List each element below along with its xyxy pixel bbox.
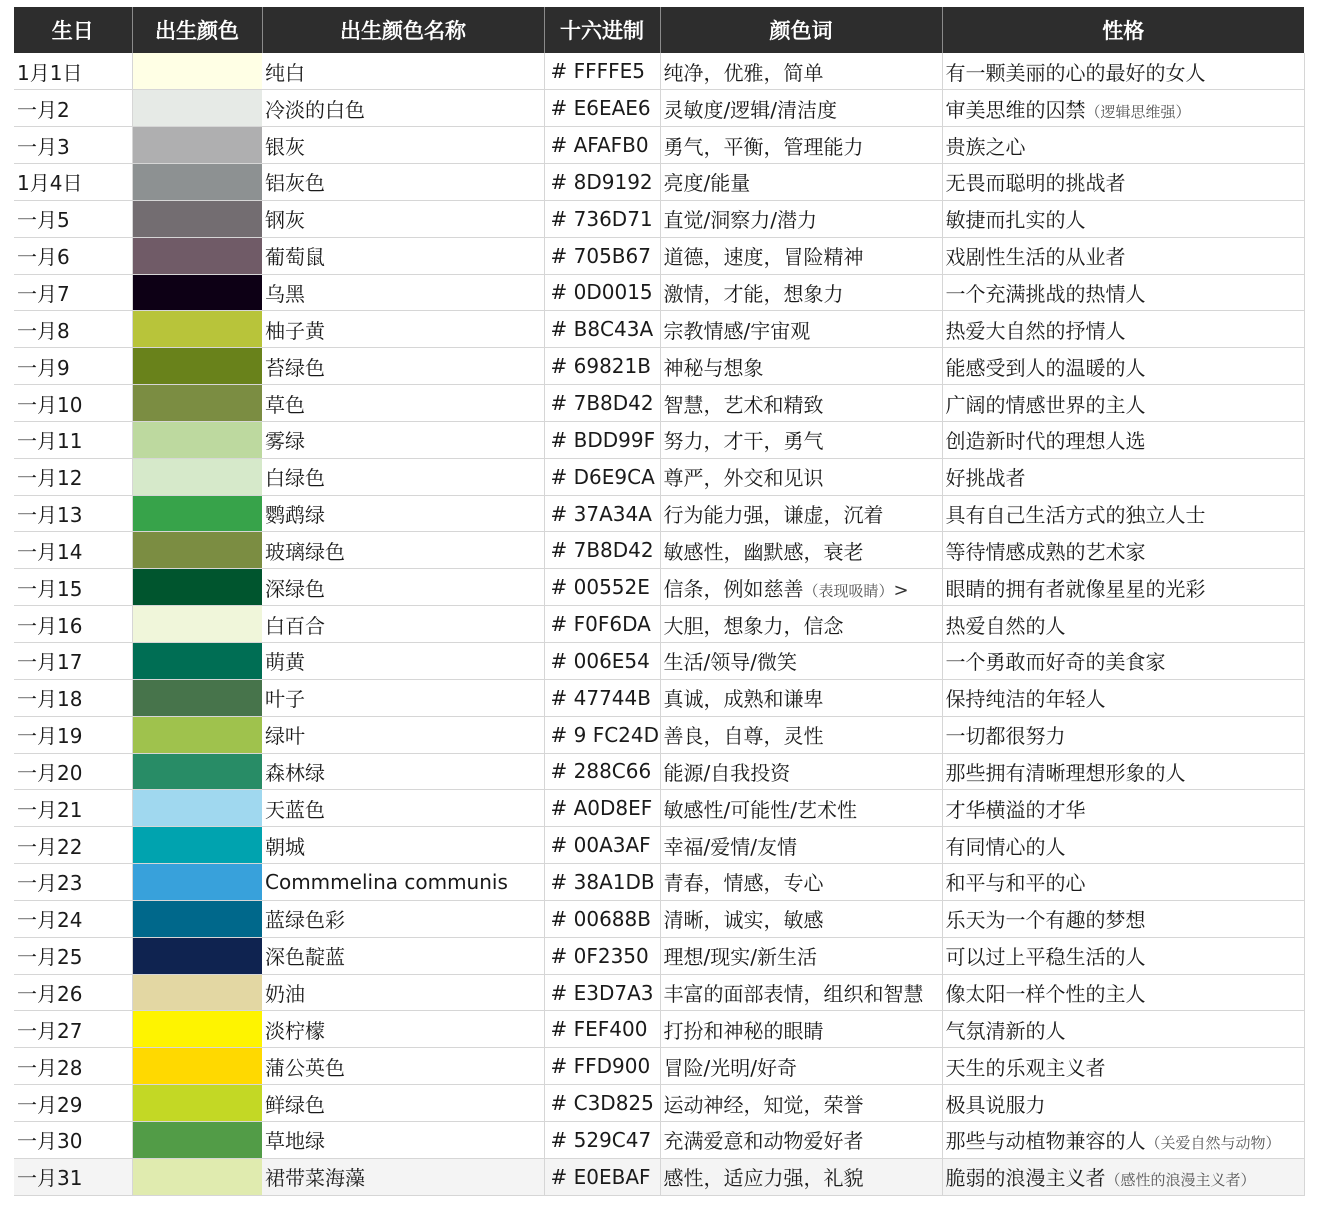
color-words-cell [660,237,942,274]
personality-cell [942,937,1304,974]
personality-cell [942,237,1304,274]
hex-code-cell: # 7B8D42 [544,532,660,569]
personality-text: 那些拥有清晰理想形象的人 [945,760,1186,785]
hex-code-cell: # 00688B [544,900,660,937]
color-name-cell: 天蓝色 [262,790,544,827]
color-words-cell [660,753,942,790]
personality-text: 极具说服力 [945,1092,1046,1117]
personality-text: 审美思维的囚禁 [945,97,1086,122]
color-words-cell [660,385,942,422]
color-swatch [132,421,262,458]
color-name-cell: 白绿色 [262,458,544,495]
color-words-text: 纯净，优雅，简单 [663,60,824,85]
personality-text: 和平与和平的心 [945,871,1086,896]
birthday-cell: 一月10 [14,385,132,422]
personality-text: 无畏而聪明的挑战者 [945,171,1126,196]
color-words-text: 亮度/能量 [663,171,751,196]
personality-cell [942,1048,1304,1085]
personality-cell [942,569,1304,606]
color-words-cell [660,90,942,127]
color-words-text: 信条，例如慈善 [663,576,804,601]
color-words-text: 感性，适应力强，礼貌 [663,1166,864,1191]
color-words-cell [660,127,942,164]
personality-cell [942,643,1304,680]
color-name-cell: 叶子 [262,679,544,716]
color-words-text: 打扮和神秘的眼睛 [663,1018,824,1043]
color-name-cell: 草色 [262,385,544,422]
birth-color-table [14,7,1305,1196]
birthday-cell: 一月31 [14,1158,132,1195]
table-body [14,53,1304,1195]
table-row [14,716,1304,753]
hex-code-cell: # 288C66 [544,753,660,790]
color-words-cell [660,1158,942,1195]
table-row [14,311,1304,348]
table-row [14,900,1304,937]
color-name-cell: 蓝绿色彩 [262,900,544,937]
color-swatch [132,1085,262,1122]
color-swatch [132,127,262,164]
personality-text: 气氛清新的人 [945,1018,1066,1043]
table-header-row [14,7,1304,53]
color-words-text: 能源/自我投资 [663,760,791,785]
color-swatch [132,164,262,201]
personality-cell [942,679,1304,716]
color-name-cell: 草地绿 [262,1121,544,1158]
personality-text: 天生的乐观主义者 [945,1055,1106,1080]
color-words-cell [660,716,942,753]
color-words-text: 生活/领导/微笑 [663,650,797,675]
color-words-text: 道德，速度，冒险精神 [663,245,864,270]
color-name-cell: 奶油 [262,974,544,1011]
personality-cell [942,274,1304,311]
color-words-text: 清晰，诚实，敏感 [663,908,824,933]
hex-code-cell: # 8D9192 [544,164,660,201]
table-row [14,90,1304,127]
table-row [14,790,1304,827]
color-swatch [132,937,262,974]
personality-cell [942,606,1304,643]
color-name-cell: 钢灰 [262,200,544,237]
personality-cell [942,495,1304,532]
color-swatch [132,1048,262,1085]
color-name-cell: 森林绿 [262,753,544,790]
personality-cell [942,790,1304,827]
personality-cell [942,127,1304,164]
hex-code-cell: # BDD99F [544,421,660,458]
color-name-cell: 纯白 [262,53,544,90]
color-name-cell: 淡柠檬 [262,1011,544,1048]
color-name-cell: 鹦鹉绿 [262,495,544,532]
hex-code-cell: # 69821B [544,348,660,385]
personality-cell [942,421,1304,458]
personality-cell [942,1085,1304,1122]
table-row [14,1121,1304,1158]
personality-cell [942,1121,1304,1158]
birthday-cell: 一月16 [14,606,132,643]
hex-code-cell: # FEF400 [544,1011,660,1048]
color-swatch [132,1011,262,1048]
color-name-cell: 冷淡的白色 [262,90,544,127]
birthday-cell: 一月27 [14,1011,132,1048]
table-row [14,937,1304,974]
header-birth-color: 出生颜色 [132,7,262,53]
color-swatch [132,569,262,606]
color-words-text: 行为能力强，谦虚，沉着 [663,503,884,528]
personality-text: 脆弱的浪漫主义者 [945,1166,1106,1191]
color-swatch [132,679,262,716]
color-words-text: 充满爱意和动物爱好者 [663,1129,864,1154]
color-words-text: 真诚，成熟和谦卑 [663,687,824,712]
table-row [14,53,1304,90]
personality-text: 等待情感成熟的艺术家 [945,539,1146,564]
color-name-cell: 蒲公英色 [262,1048,544,1085]
hex-code-cell: # E3D7A3 [544,974,660,1011]
personality-cell [942,864,1304,901]
color-words-text: 运动神经，知觉，荣誉 [663,1092,864,1117]
color-words-cell [660,827,942,864]
birthday-cell: 一月19 [14,716,132,753]
color-words-text: 敏感性/可能性/艺术性 [663,797,857,822]
personality-text: 保持纯洁的年轻人 [945,687,1106,712]
birthday-cell: 一月6 [14,237,132,274]
color-words-cell [660,900,942,937]
table-row [14,679,1304,716]
birthday-cell: 一月17 [14,643,132,680]
birthday-cell: 一月21 [14,790,132,827]
table-row [14,532,1304,569]
personality-cell [942,385,1304,422]
color-name-cell: 柚子黄 [262,311,544,348]
color-swatch [132,790,262,827]
personality-cell [942,348,1304,385]
hex-code-cell: # FFD900 [544,1048,660,1085]
color-words-cell [660,937,942,974]
color-swatch [132,348,262,385]
color-words-text: 丰富的面部表情，组织和智慧 [663,982,924,1007]
birthday-cell: 一月29 [14,1085,132,1122]
personality-text: 有一颗美丽的心的最好的女人 [945,60,1206,85]
color-words-cell [660,864,942,901]
personality-text: 热爱自然的人 [945,613,1066,638]
birthday-cell: 一月28 [14,1048,132,1085]
color-swatch [132,90,262,127]
color-name-cell: 鲜绿色 [262,1085,544,1122]
personality-text: 乐天为一个有趣的梦想 [945,908,1146,933]
personality-cell [942,1158,1304,1195]
table-row [14,274,1304,311]
table-row [14,1048,1304,1085]
birthday-cell: 一月30 [14,1121,132,1158]
color-swatch [132,643,262,680]
color-words-note: （表现吸睛） [803,581,894,600]
personality-cell [942,827,1304,864]
color-name-cell: 白百合 [262,606,544,643]
personality-text: 创造新时代的理想人选 [945,429,1146,454]
color-swatch [132,311,262,348]
color-words-tail: > [893,579,909,601]
hex-code-cell: # 9 FC24D [544,716,660,753]
color-swatch [132,1158,262,1195]
hex-code-cell: # E6EAE6 [544,90,660,127]
birthday-cell: 一月2 [14,90,132,127]
personality-text: 有同情心的人 [945,834,1066,859]
color-name-cell: 绿叶 [262,716,544,753]
header-birthday: 生日 [14,7,132,53]
header-color-words: 颜色词 [660,7,942,53]
hex-code-cell: # 529C47 [544,1121,660,1158]
color-words-text: 冒险/光明/好奇 [663,1055,797,1080]
table-row [14,1158,1304,1195]
personality-note: （感性的浪漫主义者） [1105,1171,1256,1190]
color-name-cell: 深色靛蓝 [262,937,544,974]
personality-text: 能感受到人的温暖的人 [945,355,1146,380]
color-words-text: 青春，情感，专心 [663,871,824,896]
hex-code-cell: # D6E9CA [544,458,660,495]
birthday-cell: 一月13 [14,495,132,532]
color-words-cell [660,421,942,458]
birthday-cell: 1月4日 [14,164,132,201]
color-swatch [132,974,262,1011]
color-words-cell [660,569,942,606]
color-words-text: 智慧，艺术和精致 [663,392,824,417]
personality-text: 热爱大自然的抒情人 [945,318,1126,343]
color-name-cell: 玻璃绿色 [262,532,544,569]
hex-code-cell: # 47744B [544,679,660,716]
color-swatch [132,827,262,864]
color-words-cell [660,1121,942,1158]
color-swatch [132,606,262,643]
color-words-text: 努力，才干，勇气 [663,429,824,454]
personality-cell [942,974,1304,1011]
personality-cell [942,53,1304,90]
table-row [14,348,1304,385]
table-row [14,864,1304,901]
hex-code-cell: # 006E54 [544,643,660,680]
table-row [14,385,1304,422]
color-words-cell [660,643,942,680]
personality-cell [942,164,1304,201]
color-name-cell: 深绿色 [262,569,544,606]
table-row [14,164,1304,201]
hex-code-cell: # E0EBAF [544,1158,660,1195]
hex-code-cell: # A0D8EF [544,790,660,827]
table-row [14,421,1304,458]
hex-code-cell: # C3D825 [544,1085,660,1122]
color-words-text: 宗教情感/宇宙观 [663,318,811,343]
personality-cell [942,1011,1304,1048]
color-name-cell: 萌黄 [262,643,544,680]
table-row [14,974,1304,1011]
personality-cell [942,200,1304,237]
table-row [14,606,1304,643]
personality-text: 贵族之心 [945,134,1026,159]
color-swatch [132,458,262,495]
color-name-cell: 裙带菜海藻 [262,1158,544,1195]
personality-cell [942,532,1304,569]
table-row [14,237,1304,274]
header-color-name: 出生颜色名称 [262,7,544,53]
color-swatch [132,385,262,422]
color-swatch [132,237,262,274]
color-words-cell [660,348,942,385]
personality-text: 具有自己生活方式的独立人士 [945,503,1206,528]
color-name-cell: 乌黑 [262,274,544,311]
personality-text: 像太阳一样个性的主人 [945,982,1146,1007]
personality-text: 戏剧性生活的从业者 [945,245,1126,270]
birthday-cell: 一月24 [14,900,132,937]
color-words-cell [660,1048,942,1085]
color-words-cell [660,311,942,348]
table-row [14,1011,1304,1048]
personality-cell [942,716,1304,753]
table-row [14,827,1304,864]
hex-code-cell: # 00552E [544,569,660,606]
birthday-cell: 一月25 [14,937,132,974]
hex-code-cell: # B8C43A [544,311,660,348]
personality-text: 一个充满挑战的热情人 [945,281,1146,306]
color-words-cell [660,1011,942,1048]
color-words-cell [660,532,942,569]
header-personality: 性格 [942,7,1304,53]
color-words-cell [660,495,942,532]
table-row [14,643,1304,680]
table-row [14,200,1304,237]
personality-text: 一切都很努力 [945,724,1066,749]
birthday-cell: 一月14 [14,532,132,569]
birthday-cell: 一月20 [14,753,132,790]
personality-text: 那些与动植物兼容的人 [945,1129,1146,1154]
personality-note: （关爱自然与动物） [1145,1134,1281,1153]
color-words-cell [660,53,942,90]
hex-code-cell: # 38A1DB [544,864,660,901]
hex-code-cell: # 00A3AF [544,827,660,864]
color-words-cell [660,790,942,827]
color-words-cell [660,1085,942,1122]
color-words-text: 勇气，平衡，管理能力 [663,134,864,159]
table-row [14,458,1304,495]
birth-color-table-container [14,7,1304,1196]
personality-text: 好挑战者 [945,466,1026,491]
personality-text: 眼睛的拥有者就像星星的光彩 [945,576,1206,601]
color-words-cell [660,679,942,716]
color-words-text: 幸福/爱情/友情 [663,834,797,859]
personality-cell [942,900,1304,937]
hex-code-cell: # 0F2350 [544,937,660,974]
color-name-cell: Commmelina communis [262,864,544,901]
table-row [14,753,1304,790]
personality-note: （逻辑思维强） [1085,102,1191,121]
personality-text: 可以过上平稳生活的人 [945,945,1146,970]
color-swatch [132,753,262,790]
color-swatch [132,274,262,311]
table-row [14,569,1304,606]
color-name-cell: 葡萄鼠 [262,237,544,274]
color-words-text: 尊严，外交和见识 [663,466,824,491]
color-swatch [132,900,262,937]
hex-code-cell: # 705B67 [544,237,660,274]
hex-code-cell: # 37A34A [544,495,660,532]
birthday-cell: 一月7 [14,274,132,311]
birthday-cell: 一月18 [14,679,132,716]
color-words-cell [660,974,942,1011]
header-hex: 十六进制 [544,7,660,53]
color-words-text: 敏感性，幽默感，衰老 [663,539,864,564]
color-swatch [132,716,262,753]
birthday-cell: 1月1日 [14,53,132,90]
birthday-cell: 一月15 [14,569,132,606]
color-words-text: 直觉/洞察力/潜力 [663,208,817,233]
table-row [14,1085,1304,1122]
color-name-cell: 雾绿 [262,421,544,458]
color-words-text: 理想/现实/新生活 [663,945,817,970]
birthday-cell: 一月26 [14,974,132,1011]
table-row [14,127,1304,164]
color-words-cell [660,200,942,237]
color-words-cell [660,458,942,495]
color-words-cell [660,274,942,311]
color-swatch [132,495,262,532]
birthday-cell: 一月5 [14,200,132,237]
color-words-text: 善良，自尊，灵性 [663,724,824,749]
personality-cell [942,753,1304,790]
color-words-text: 神秘与想象 [663,355,764,380]
color-words-text: 激情，才能，想象力 [663,281,844,306]
color-name-cell: 朝城 [262,827,544,864]
personality-cell [942,458,1304,495]
color-words-text: 大胆，想象力，信念 [663,613,844,638]
hex-code-cell: # 0D0015 [544,274,660,311]
color-words-cell [660,164,942,201]
birthday-cell: 一月23 [14,864,132,901]
color-name-cell: 铝灰色 [262,164,544,201]
birthday-cell: 一月11 [14,421,132,458]
hex-code-cell: # AFAFB0 [544,127,660,164]
hex-code-cell: # FFFFE5 [544,53,660,90]
color-swatch [132,532,262,569]
hex-code-cell: # 736D71 [544,200,660,237]
color-name-cell: 苔绿色 [262,348,544,385]
hex-code-cell: # 7B8D42 [544,385,660,422]
personality-cell [942,311,1304,348]
personality-text: 敏捷而扎实的人 [945,208,1086,233]
personality-text: 一个勇敢而好奇的美食家 [945,650,1166,675]
hex-code-cell: # F0F6DA [544,606,660,643]
birthday-cell: 一月8 [14,311,132,348]
color-swatch [132,200,262,237]
birthday-cell: 一月22 [14,827,132,864]
personality-text: 才华横溢的才华 [945,797,1086,822]
table-row [14,495,1304,532]
color-swatch [132,1121,262,1158]
color-name-cell: 银灰 [262,127,544,164]
color-words-text: 灵敏度/逻辑/清洁度 [663,97,837,122]
birthday-cell: 一月9 [14,348,132,385]
color-words-cell [660,606,942,643]
color-swatch [132,864,262,901]
color-swatch [132,53,262,90]
birthday-cell: 一月12 [14,458,132,495]
birthday-cell: 一月3 [14,127,132,164]
personality-text: 广阔的情感世界的主人 [945,392,1146,417]
personality-cell [942,90,1304,127]
